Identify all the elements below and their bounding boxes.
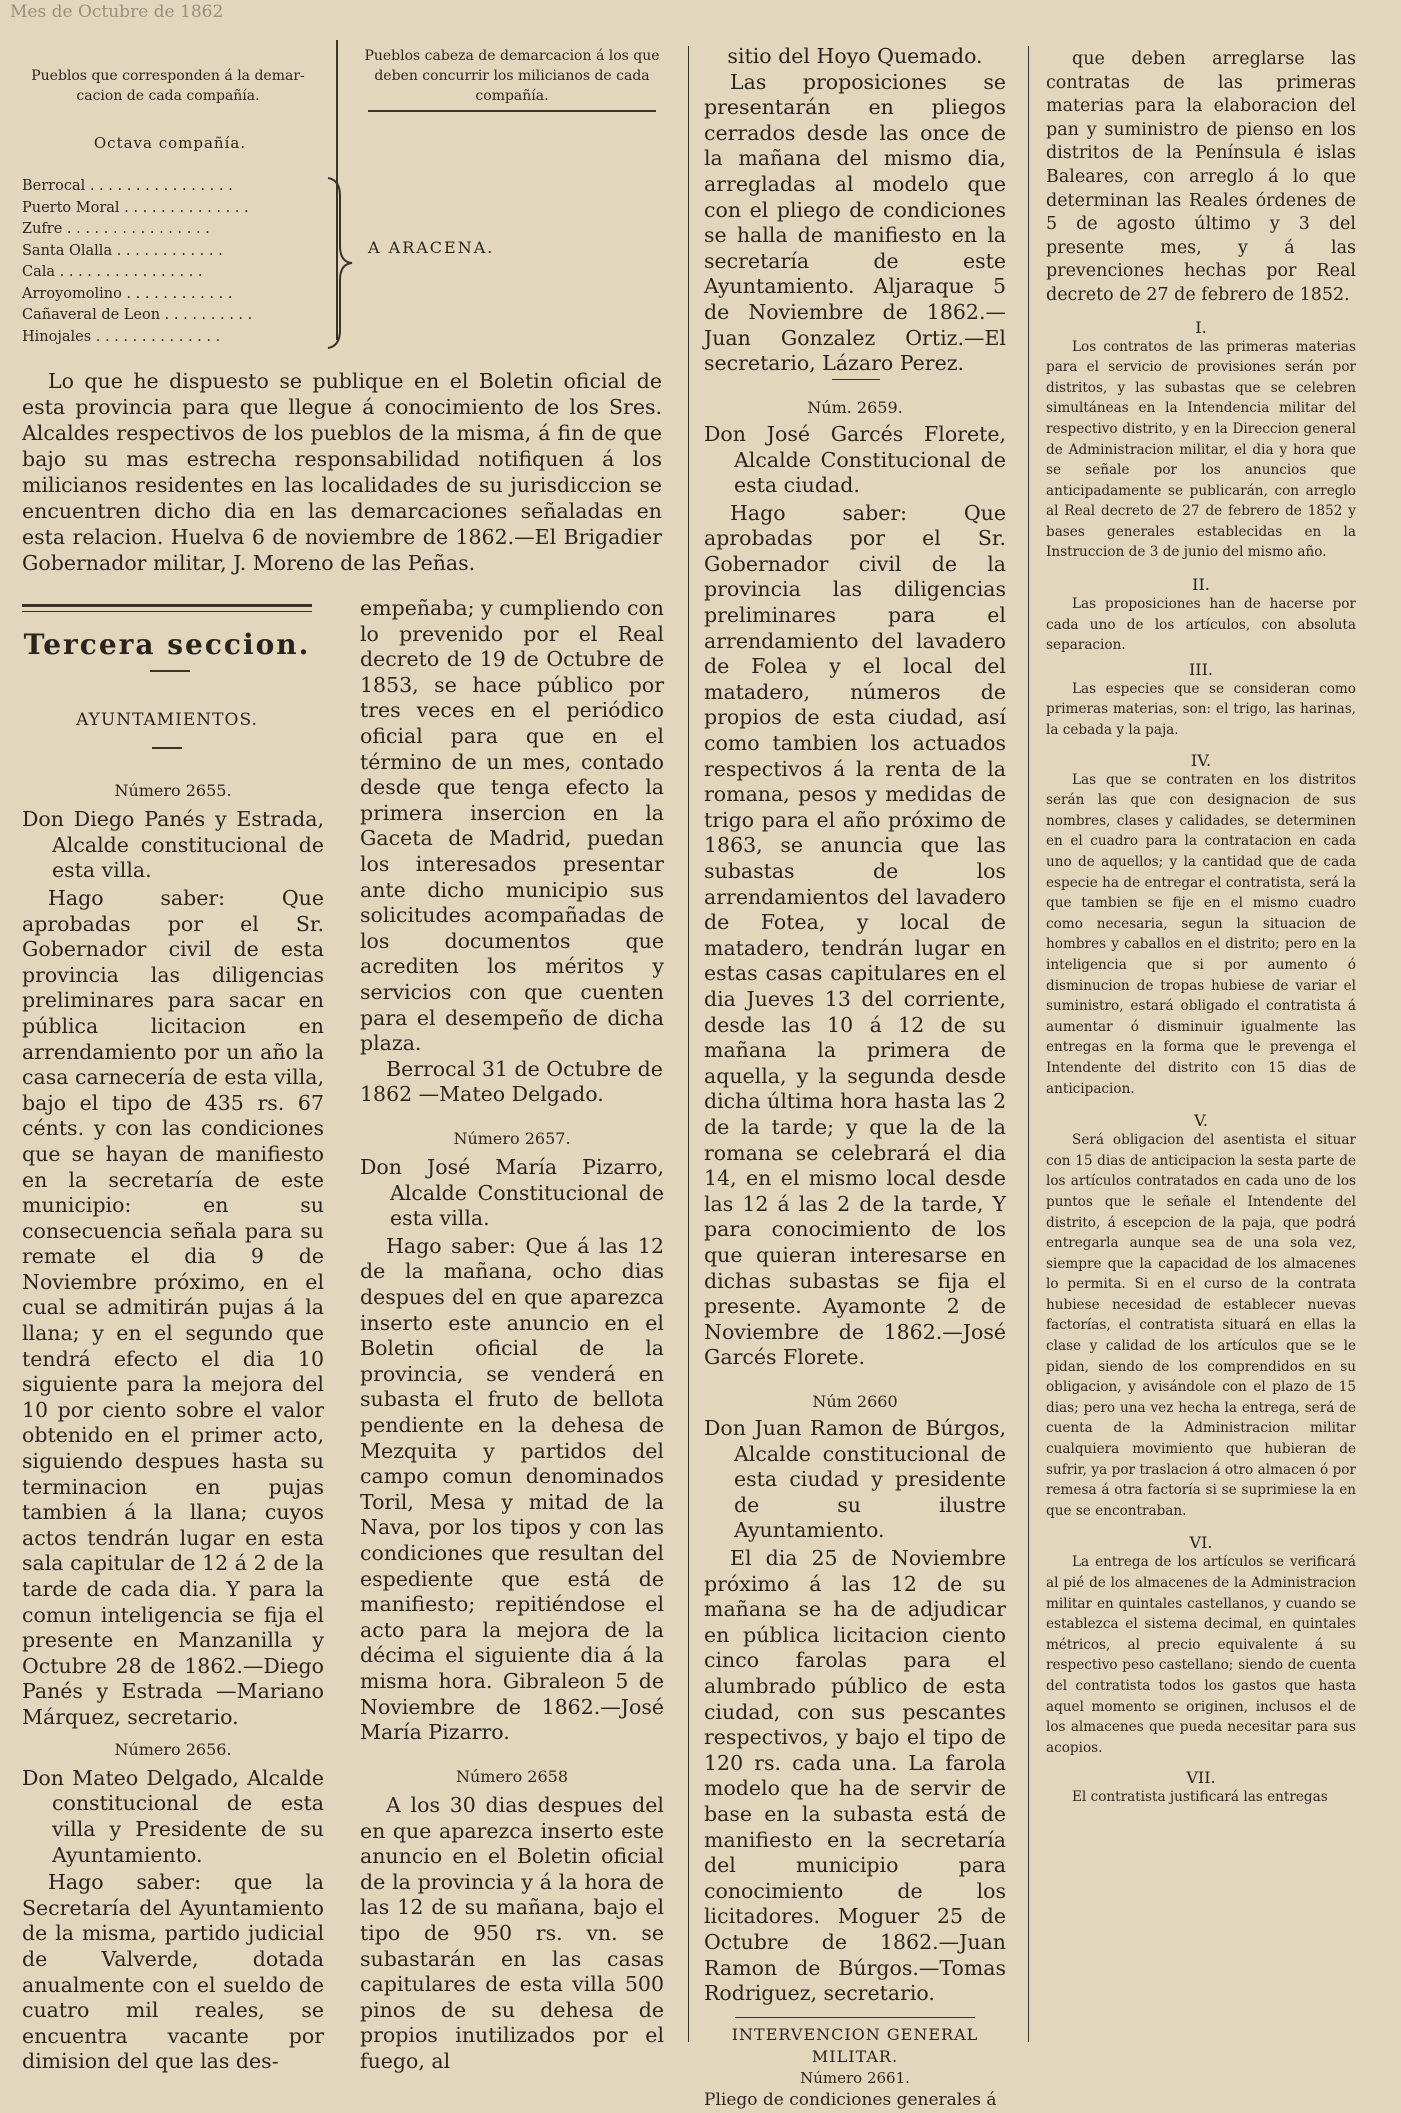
section-title-ornament bbox=[150, 670, 190, 672]
destination-town: A ARACENA. bbox=[368, 238, 495, 257]
article-body: La entrega de los artículos se verificará al pié de los almacenes de la Administracion militar en quintales castellanos, y cuando se establezca el sistema decimal, en quintales métricos, al precio equivalente á su respectivo peso castellano; siendo de cuenta del contratista todos los gastos que hasta aquel momento se originen, inclusos el de los almacenes que pueda necesitar para sus acopios. bbox=[1046, 1554, 1356, 1756]
announcement-body: A los 30 dias despues del en que aparezca inserto este anuncio en el Boletin oficial de la provincia y á la hora de las 12 de su mañana, bajo el tipo de 950 rs. vn. se subastarán en las casas capitulares de esta villa 500 pinos de su dehesa de propios inutilizados por el fuego, al bbox=[360, 1792, 664, 2073]
section-title: Tercera seccion. bbox=[23, 628, 311, 661]
town-line: Berrocal . . . . . . . . . . . . . . . . bbox=[22, 178, 233, 194]
announcement-body: Hago saber: Que aprobadas por el Sr. Gobernador civil de esta provincia las diligencias preliminares para sacar en pública licitacion en arrendamiento por un año la casa carnecería de esta villa, bajo el tipo de 435 rs. 67 cénts. y con las condiciones que se hayan de manifiesto en la secretaría de este municipio: en su consecuencia señala para su remate el dia 9 de Noviembre próximo, en el cual se admitirán pujas á la llana; y en el segundo que tendrá efecto el dia 10 siguiente para la mejora del 10 por ciento sobre el valor obtenido en el primer acto, siguiendo despues hasta su terminacion en pujas tambien á la llana; cuyos actos tendrán lugar en esta sala capitular de 12 á 2 de la tarde de cada dia. Y para la comun inteligencia se fija el presente en Manzanilla y Octubre 28 de 1862.—Diego Panés y Estrada —Mariano Márquez, secretario. bbox=[22, 885, 324, 1729]
announcement-number: Número 2656. bbox=[114, 1739, 232, 1759]
rule bbox=[735, 2017, 975, 2018]
town-line: Santa Olalla . . . . . . . . . . . . bbox=[22, 242, 223, 259]
announcement-number: Número 2661. bbox=[800, 2068, 910, 2087]
company-title: Octava compañía. bbox=[93, 134, 247, 152]
decree-paragraph: Lo que he dispuesto se publique en el Boletin oficial de esta provincia para que llegue á conocimiento de los Sres. Alcaldes respectivos de los pueblos de la misma, á fin de que bajo su mas estrecha responsabilidad notifiquen á los milicianos residentes en las localidades de su jurisdiccion se encuentren dicho dia en las demarcaciones señaladas en esta relacion. Huelva 6 de noviembre de 1862.—El Brigadier Gobernador militar, J. Moreno de las Peñas. bbox=[22, 369, 662, 575]
article-body: Las especies que se consideran como primeras materias, son: el trigo, las harinas, la cebada y la paja. bbox=[1046, 680, 1356, 739]
article-body: Será obligacion del asentista el situar con 15 dias de anticipacion la sesta parte de los artículos contratados en cada uno de los puntos que le señale el Intendente del distrito, á escepcion de la paja, que podrá entregarla aunque sea de una sola vez, siempre que la capacidad de los almacenes lo permita. Si en el curso de la contrata hubiese necesidad de establecer nuevas factorías, el contratista situará en ellas la clase y calidad de los artículos que se le pidan, siendo de los comprendidos en su obligacion, y avisándole con el plazo de 15 dias; pero una vez hecha la entrega, será de cuenta de la Administracion militar cualquiera movimiento que hubieran de sufrir, ya por traslacion á otro almacen ó por remesa á otra factoría si se suprimiese la en que se encontraban. bbox=[1046, 1132, 1356, 1519]
announcement-signature: Berrocal 31 de Octubre de 1862 —Mateo Delgado. bbox=[360, 1056, 663, 1107]
header-rule-right bbox=[368, 110, 656, 112]
article-number: V. bbox=[1194, 1111, 1208, 1131]
announcement-body: Hago saber: Que á las 12 de la mañana, ocho dias despues del en que aparezca inserto este anuncio en el Boletin oficial de la provincia, se venderá en subasta el fruto de bellota pendiente en la dehesa de Mezquita y partidos del campo comun denominados Toril, Mesa y mitad de la Nava, por los tipos y con las condiciones que resultan del espediente que está de manifiesto; repitiéndose el acto para la mejora de la décima el siguiente dia á la misma hora. Gibraleon 5 de Noviembre de 1862.—José María Pizarro. bbox=[360, 1233, 664, 1745]
announcement-number: Número 2657. bbox=[453, 1128, 571, 1148]
town-name: Hinojales bbox=[22, 328, 92, 345]
announcement-body: Las proposiciones se presentarán en pliegos cerrados desde las once de la mañana del mismo dia, arregladas al modelo que con el pliego de condiciones se halla de manifiesto en la secretaría de este Ayuntamiento. Aljaraque 5 de Noviembre de 1862.—Juan Gonzalez Ortiz.—El secretario, Lázaro Perez. bbox=[704, 69, 1006, 376]
town-line: Arroyomolino . . . . . . . . . . . . bbox=[22, 285, 233, 302]
town-name: Zufre bbox=[22, 221, 63, 237]
mayor-heading: Don José Garcés Florete, Alcalde Constitucional de esta ciudad. bbox=[704, 421, 1006, 498]
column-separator bbox=[1028, 46, 1029, 2042]
announcement-body: Hago saber: que la Secretaría del Ayuntamiento de la misma, partido judicial de Valverde, dotada anualmente con el sueldo de cuatro mil reales, se encuentra vacante por dimision del que las des- bbox=[22, 1870, 324, 2074]
announcement-number: Núm 2660 bbox=[812, 1391, 898, 1411]
town-name: Arroyomolino bbox=[22, 285, 122, 302]
announcement-body: sitio del Hoyo Quemado. bbox=[727, 44, 983, 68]
article-number: II. bbox=[1192, 575, 1210, 595]
article-number: VI. bbox=[1189, 1533, 1213, 1553]
announcement-body: que deben arreglarse las contratas de las primeras materias para la elaboracion del pan y suministro de pienso en los distritos de la Península é islas Baleares, con arreglo á lo que determinan las Reales órdenes de 5 de agosto último y 3 del presente mes, y á las prevenciones hechas por Real decreto de 27 de febrero de 1852. bbox=[1046, 49, 1356, 305]
column-2 bbox=[360, 596, 664, 2073]
article-number: I. bbox=[1195, 317, 1207, 337]
town-line: Cala . . . . . . . . . . . . . . . . bbox=[22, 264, 203, 280]
section-rule bbox=[22, 611, 312, 612]
intervention-title: INTERVENCION GENERAL MILITAR. bbox=[731, 2024, 979, 2066]
mayor-heading: Don Juan Ramon de Búrgos, Alcalde constitucional de esta ciudad y presidente de su ilustre Ayuntamiento. bbox=[704, 1416, 1006, 1543]
town-name: Cala bbox=[22, 264, 56, 280]
town-line: Zufre . . . . . . . . . . . . . . . . bbox=[22, 221, 210, 237]
article-body: El contratista justificará las entregas bbox=[1072, 1789, 1328, 1806]
subtitle-ornament bbox=[152, 747, 182, 749]
page-corner-date: Mes de Octubre de 1862 bbox=[10, 2, 224, 22]
announcement-body: El dia 25 de Noviembre próximo á las 12 de su mañana se ha de adjudicar en pública licitacion ciento cinco farolas para el alumbrado público de esta ciudad, con sus pescantes respectivos, y bajo el tipo de 120 rs. cada una. La farola modelo que ha de servir de base en la subasta está de manifiesto en la secretaría del municipio para conocimiento de los licitadores. Moguer 25 de Octubre de 1862.—Juan Ramon de Búrgos.—Tomas Rodriguez, secretario. bbox=[704, 1546, 1006, 2006]
announcement-body: Pliego de condiciones generales á bbox=[704, 2089, 997, 2110]
column-header-towns: Pueblos que corresponden á la demar-cacion de cada compañía. bbox=[31, 68, 305, 104]
town-line: Cañaveral de Leon . . . . . . . . . . bbox=[22, 307, 253, 323]
article-number: VII. bbox=[1186, 1768, 1216, 1788]
section-subtitle: AYUNTAMIENTOS. bbox=[76, 710, 258, 730]
mayor-heading: Don Diego Panés y Estrada, Alcalde constitucional de esta villa. bbox=[22, 807, 324, 883]
column-separator bbox=[688, 46, 689, 2042]
town-name: Santa Olalla bbox=[22, 242, 113, 259]
column-3 bbox=[704, 44, 1006, 2110]
article-body: Las proposiciones han de hacerse por cada uno de los artículos, con absoluta separacion. bbox=[1046, 596, 1356, 654]
town-name: Cañaveral de Leon bbox=[22, 307, 161, 323]
town-line: Puerto Moral . . . . . . . . . . . . . . bbox=[22, 199, 249, 216]
mayor-heading: Don Mateo Delgado, Alcalde constitucional de esta villa y Presidente de su Ayuntamiento. bbox=[22, 1765, 324, 1867]
section-rule bbox=[22, 604, 312, 607]
town-line: Hinojales . . . . . . . . . . . . . . bbox=[22, 328, 221, 345]
announcement-body: Hago saber: Que aprobadas por el Sr. Gobernador civil de la provincia las diligencias preliminares para el arrendamiento del lavadero de Folea y el local del matadero, números de propios de esta ciudad, así como tambien los actuados respectivos á la renta de la romana, pesos y medidas de trigo para el año próximo de 1863, se anuncia que las subastas de los arrendamientos del lavadero de Fotea, y local de matadero, tendrán lugar en estas casas capitulares en el dia Jueves 13 del corriente, desde las 10 á 12 de su mañana la primera de aquella, y la segunda desde dicha última hora hasta las 2 de la tarde; y que la de la romana se celebrará el dia 14, en el mismo local desde las 12 á las 2 de la tarde, Y para conocimiento de los que quieran interesarse en dichas subastas se fija el presente. Ayamonte 2 de Noviembre de 1862.—José Garcés Florete. bbox=[704, 500, 1006, 1370]
column-4 bbox=[1046, 48, 1356, 2044]
announcement-number: Número 2658 bbox=[455, 1766, 569, 1786]
announcement-number: Núm. 2659. bbox=[807, 397, 903, 417]
mayor-heading: Don José María Pizarro, Alcalde Constitucional de esta villa. bbox=[360, 1155, 664, 1231]
column-header-destination: Pueblos cabeza de demarcacion á los que deben concurrir los milicianos de cada compañía. bbox=[364, 48, 660, 104]
announcement-body: empeñaba; y cumpliendo con lo prevenido por el Real decreto de 19 de Octubre de 1853, se hace público por tres veces en el periódico oficial para que en el término de un mes, contado desde que tenga efecto la primera insercion en la Gaceta de Madrid, puedan los interesados presentar ante dicho municipio sus solicitudes acompañadas de los documentos que acrediten los méritos y servicios con que cuenten para el desempeño de dicha plaza. bbox=[360, 596, 664, 1056]
article-body: Los contratos de las primeras materias para el servicio de provisiones serán por distritos, y las subastas que se celebren simultáneas en la Intendencia militar del respectivo distrito, y en la Direccion general de Administracion militar, el dia y hora que se señale por los anuncios que anticipadamente se publicarán, con arreglo al Real decreto de 27 de febrero de 1852 y bases generales establecidas en la Instruccion de 3 de junio del mismo año. bbox=[1046, 338, 1356, 561]
grouping-brace bbox=[326, 176, 354, 350]
column-1 bbox=[22, 778, 324, 2074]
rule bbox=[832, 379, 880, 380]
company-towns-list bbox=[22, 176, 322, 348]
article-number: IV. bbox=[1190, 750, 1212, 770]
article-body: Las que se contraten en los distritos serán las que con designacion de sus nombres, clases y calidades, se determinen en el cuadro para la contratacion en cada uno de aquellos; y la cantidad que de cada especie ha de entregar el contratista, será la que tambien se fije en el mismo cuadro como necesaria, segun la situacion de hombres y caballos en el distrito; pero en la inteligencia que si por aumento ó disminucion de tropas hubiese de variar el suministro, estará obligado el contratista á aumentar ó disminuir igualmente las entregas en la forma que le prevenga el Intendente del distrito con 15 dias de anticipacion. bbox=[1046, 771, 1356, 1097]
article-number: III. bbox=[1188, 659, 1214, 679]
town-name: Berrocal bbox=[22, 178, 86, 194]
town-name: Puerto Moral bbox=[22, 199, 120, 216]
announcement-number: Número 2655. bbox=[114, 781, 232, 800]
